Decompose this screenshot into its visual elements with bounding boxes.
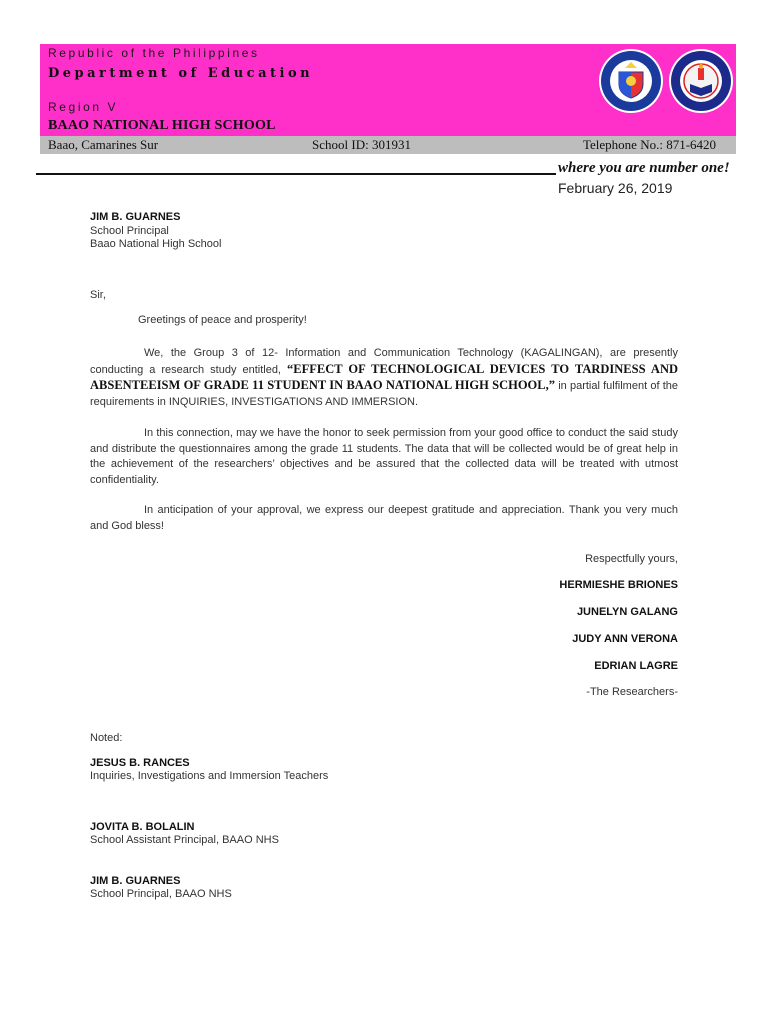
- noted-name: JOVITA B. BOLALIN: [90, 821, 195, 833]
- recipient-name: JIM B. GUARNES: [90, 211, 181, 223]
- paragraph-2: [90, 426, 678, 488]
- signatory-name: EDRIAN LAGRE: [594, 660, 678, 672]
- recipient-title: School Principal: [90, 225, 169, 237]
- letter-date: February 26, 2019: [558, 180, 673, 196]
- school-slogan: where you are number one!: [558, 160, 730, 176]
- noted-title: School Assistant Principal, BAAO NHS: [90, 834, 279, 846]
- noted-name: JIM B. GUARNES: [90, 875, 181, 887]
- paragraph-1-intro: We, the Group 3 of 12- Information and Communication Technology (KAGALINGAN), are presently conducting a research study entitled,: [90, 347, 678, 376]
- paragraph-2-text: In this connection, may we have the honor to seek permission from your good office to conduct the said study and distribute the questionnaires among the grade 11 students. The data that will be collected would be of great help in the achievement of the researchers’ objectives and be assured that the collected data will be treated with utmost confidentiality.: [90, 427, 678, 486]
- recipient-school: Baao National High School: [90, 238, 222, 250]
- paragraph-1: [90, 346, 678, 410]
- department-text: Department of Education: [48, 66, 314, 81]
- region-text: Region V: [48, 100, 119, 114]
- school-telephone: Telephone No.: 871-6420: [583, 137, 717, 152]
- salutation: Sir,: [90, 289, 106, 301]
- research-title: “EFFECT OF TECHNOLOGICAL DEVICES TO TARDINESS AND ABSENTEEISM OF GRADE 11 STUDENT IN BAAO NATIONAL HIGH SCHOOL,”: [90, 361, 678, 392]
- school-id: School ID: 301931: [312, 137, 411, 152]
- school-name-text: BAAO NATIONAL HIGH SCHOOL: [48, 118, 276, 133]
- school-seal-icon: [668, 48, 734, 114]
- researchers-label: -The Researchers-: [586, 686, 678, 698]
- paragraph-3: [90, 503, 678, 534]
- signatory-name: JUDY ANN VERONA: [572, 633, 678, 645]
- school-address: Baao, Camarines Sur: [48, 137, 159, 152]
- paragraph-3-text: In anticipation of your approval, we express our deepest gratitude and appreciation. Thank you very much and God bless!: [90, 504, 678, 532]
- closing: Respectfully yours,: [585, 553, 678, 565]
- republic-text: Republic of the Philippines: [48, 46, 260, 60]
- signatory-name: HERMIESHE BRIONES: [559, 579, 678, 591]
- noted-name: JESUS B. RANCES: [90, 757, 190, 769]
- noted-title: Inquiries, Investigations and Immersion Teachers: [90, 770, 329, 782]
- noted-title: School Principal, BAAO NHS: [90, 888, 232, 900]
- greeting: Greetings of peace and prosperity!: [138, 314, 307, 326]
- noted-label: Noted:: [90, 732, 123, 744]
- paragraph-1-end: in partial fulfilment of the requirements in INQUIRIES, INVESTIGATIONS AND IMMERSION.: [90, 380, 678, 408]
- deped-seal-icon: [598, 48, 664, 114]
- signatory-name: JUNELYN GALANG: [576, 606, 678, 618]
